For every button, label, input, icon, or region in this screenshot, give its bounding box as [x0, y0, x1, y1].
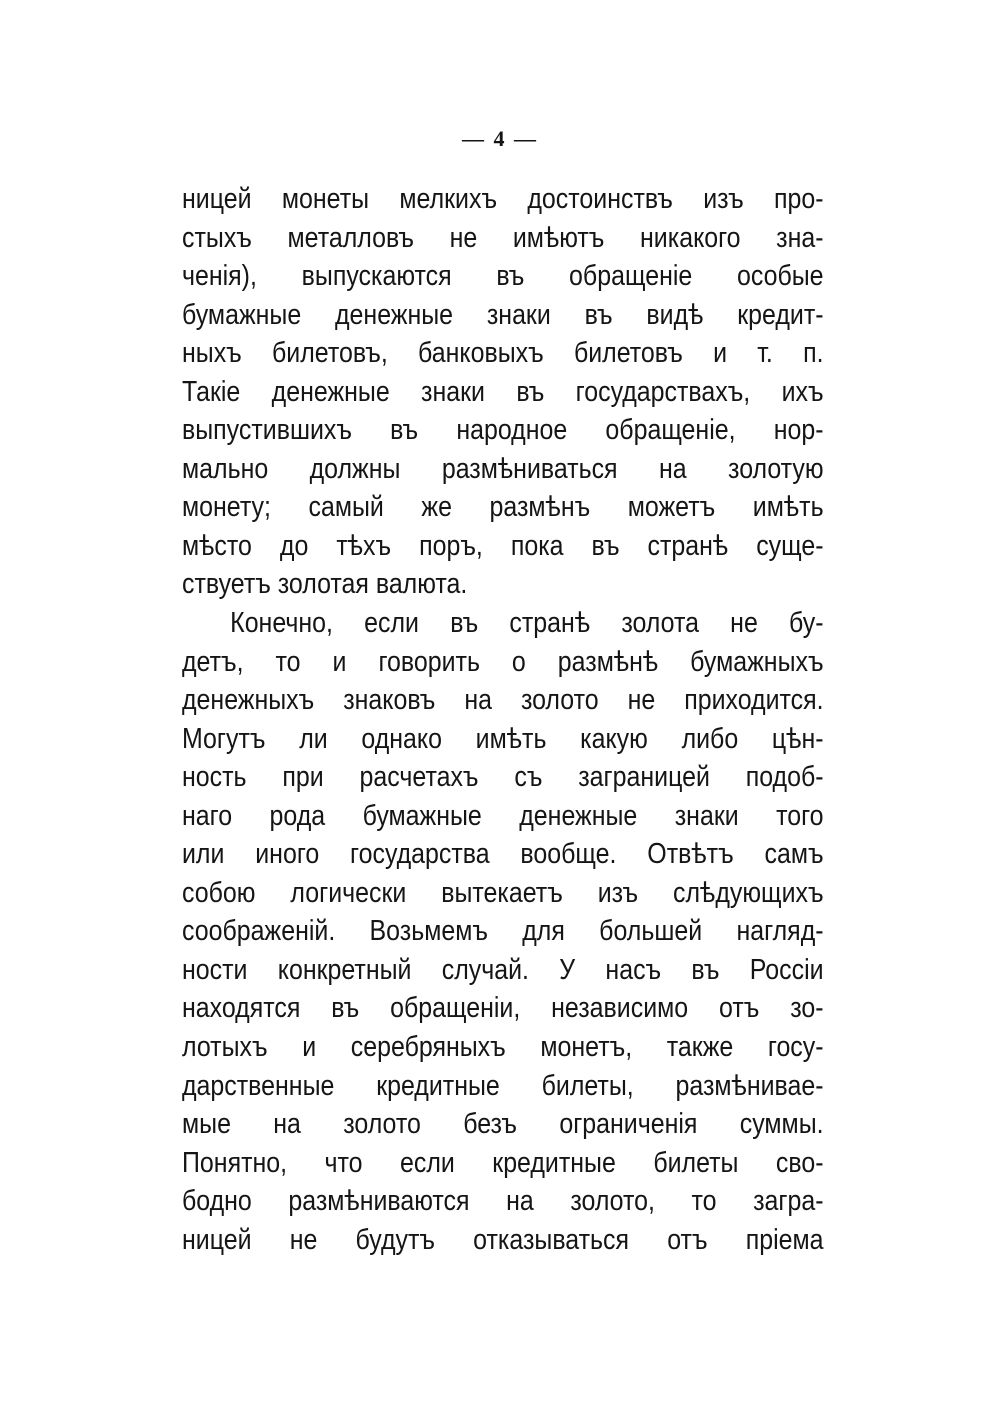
text-line: бодно размѣниваются на золото, то загра- — [182, 1185, 824, 1218]
text-line: денежныхъ знаковъ на золото не приходится. — [182, 684, 824, 717]
text-line: ныхъ билетовъ, банковыхъ билетовъ и т. п. — [182, 337, 824, 370]
text-line: монету; самый же размѣнъ можетъ имѣть — [182, 491, 824, 524]
text-line: мые на золото безъ ограниченія суммы. — [182, 1108, 824, 1141]
body-text — [182, 180, 824, 1259]
text-line: стыхъ металловъ не имѣютъ никакого зна- — [182, 221, 824, 254]
text-line: мѣсто до тѣхъ поръ, пока въ странѣ суще- — [182, 529, 824, 562]
text-line: Могутъ ли однако имѣть какую либо цѣн- — [182, 722, 824, 755]
text-line: дарственные кредитные билеты, размѣнивае- — [182, 1069, 824, 1102]
text-line: Такіе денежные знаки въ государствахъ, ихъ — [182, 375, 824, 408]
text-line: или иного государства вообще. Отвѣтъ самъ — [182, 838, 824, 871]
page-number: — 4 — — [462, 126, 538, 151]
text-line: ницей не будутъ отказываться отъ пріема — [182, 1223, 824, 1256]
text-line: Конечно, если въ странѣ золота не бу- — [230, 607, 824, 640]
text-line: лотыхъ и серебряныхъ монетъ, также госу- — [182, 1031, 824, 1064]
text-line: находятся въ обращеніи, независимо отъ зо- — [182, 992, 824, 1025]
text-line: ствуетъ золотая валюта. — [182, 568, 468, 601]
text-line: ницей монеты мелкихъ достоинствъ изъ про- — [182, 183, 824, 215]
text-line: наго рода бумажные денежные знаки того — [182, 799, 824, 832]
text-line: бумажные денежные знаки въ видѣ кредит- — [182, 298, 824, 331]
text-line: ности конкретный случай. У насъ въ Россіи — [182, 953, 824, 986]
text-line: ность при расчетахъ съ заграницей подоб- — [182, 761, 824, 794]
text-line: детъ, то и говорить о размѣнѣ бумажныхъ — [182, 645, 824, 678]
text-line: Понятно, что если кредитные билеты сво- — [182, 1146, 824, 1179]
text-line: выпустившихъ въ народное обращеніе, нор- — [182, 414, 824, 447]
text-line: соображеній. Возьмемъ для большей нагляд- — [182, 915, 824, 948]
text-line: мально должны размѣниваться на золотую — [182, 452, 824, 485]
text-line: собою логически вытекаетъ изъ слѣдующихъ — [182, 876, 824, 909]
text-line: ченія), выпускаются въ обращеніе особые — [182, 260, 824, 293]
